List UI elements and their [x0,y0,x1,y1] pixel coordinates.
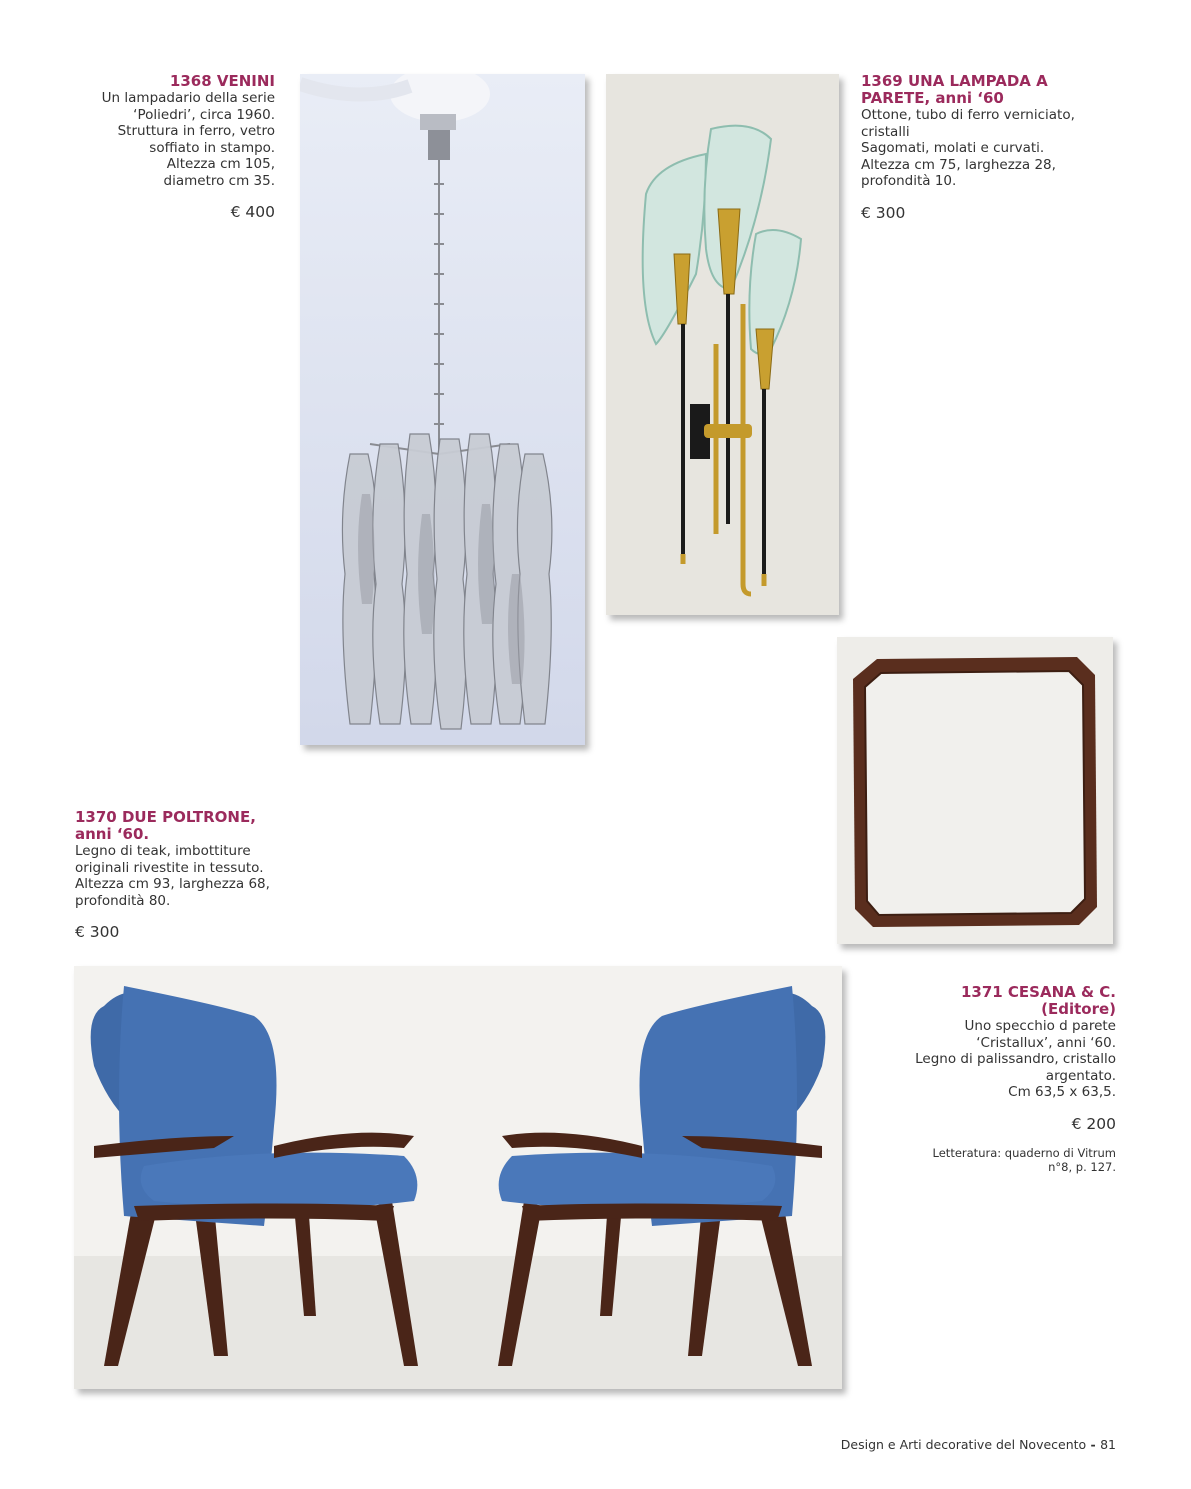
lot-description: Uno specchio d parete ‘Cristallux’, anni ‘60. Legno di palissandro, cristallo argentato. Cm 63,5 x 63,5. [915,1018,1116,1100]
lot-price: € 300 [861,203,906,222]
lot-title: 1369 UNA LAMPADA A PARETE, anni ‘60 [861,72,1048,107]
lot-title: 1371 CESANA & C. (Editore) [960,983,1116,1018]
lot-title: 1370 DUE POLTRONE, anni ‘60. [75,808,256,843]
mirror-photo [837,637,1113,944]
lot-price: € 300 [75,923,120,941]
lot-title: 1368 VENINI [169,72,275,90]
page-number: 81 [1100,1437,1116,1452]
wall-lamp-photo [606,74,839,615]
lot-1371-caption [866,984,1116,1174]
page-footer [841,1437,1116,1452]
footer-text: Design e Arti decorative del Novecento [840,1437,1087,1452]
lot-1368-caption [60,73,275,221]
armchairs-photo [74,966,842,1389]
lot-price: € 200 [1071,1114,1116,1133]
chandelier-photo [300,74,585,745]
lot-description: Legno di teak, imbottiture originali rivestite in tessuto. Altezza cm 93, larghezza 68, profondità 80. [75,843,270,909]
lot-1370-caption [75,809,305,941]
lot-description: Ottone, tubo di ferro verniciato, cristalli Sagomati, molati e curvati. Altezza cm 75, larghezza 28, profondità 10. [861,107,1075,189]
lot-1369-caption [861,73,1121,221]
footer-separator: - [1086,1437,1101,1452]
lot-price: € 400 [230,203,275,221]
lot-literature: Letteratura: quaderno di Vitrum n°8, p. 127. [932,1146,1116,1174]
lot-description: Un lampadario della serie ‘Poliedri’, circa 1960. Struttura in ferro, vetro soffiato in stampo. Altezza cm 105, diametro cm 35. [101,90,275,189]
